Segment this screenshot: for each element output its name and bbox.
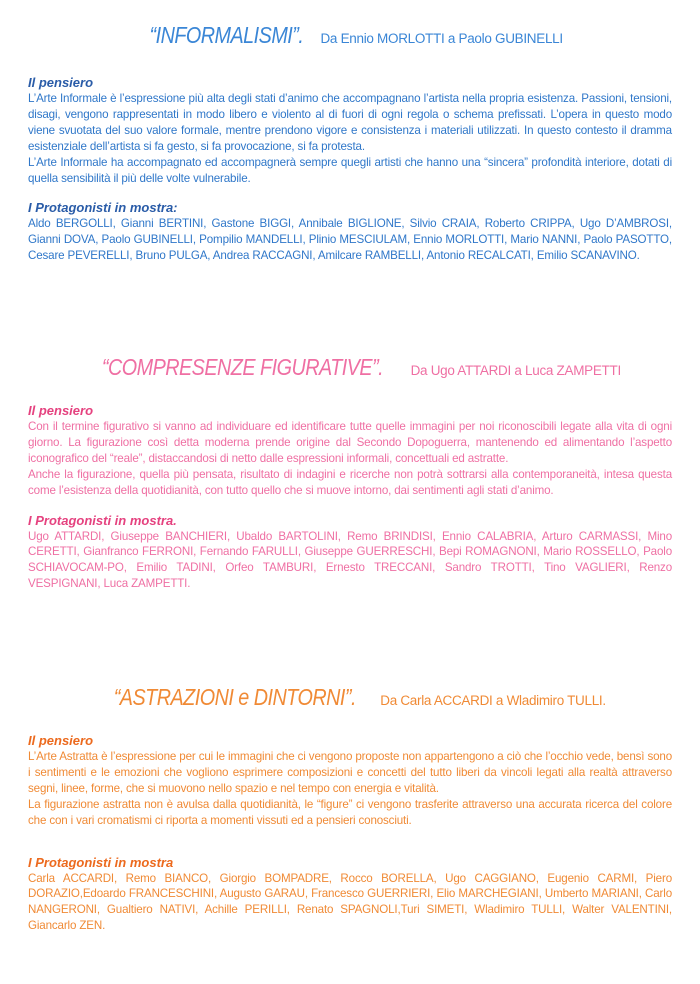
- thought-text-2: La figurazione astratta non è avulsa dalla quotidianità, le “figure” ci vengono trasferite attraverso una accurata ricerca del colore che con i vari cromatismi ci riporta a momenti vissuti ed a pensieri conosciuti.: [28, 797, 672, 827]
- section-title-line: [28, 354, 672, 381]
- artists-list: Carla ACCARDI, Remo BIANCO, Giorgio BOMPADRE, Rocco BORELLA, Ugo CAGGIANO, Eugenio CARMI, Piero DORAZIO,Edoardo FRANCESCHINI, Augusto GARAU, Francesco GUERRIERI, Elio MARCHEGIANI, Umberto MARIANI, Carlo NANGERONI, Gualtiero NATIVI, Achille PERILLI, Renato SPAGNOLI,Turi SIMETI, Wladimiro TULLI, Walter VALENTINI, Giancarlo ZEN.: [28, 871, 672, 933]
- artists-heading: I Protagonisti in mostra:: [28, 200, 178, 216]
- thought-text-1: Con il termine figurativo si vanno ad individuare ed identificare tutte quelle immagini per noi riconoscibili legate alla vita di ogni giorno. La figurazione così detta moderna prende origine dal Secondo Dopoguerra, mantenendo ed alimentando l’aspetto iconografico del “reale”, distaccandosi di netto dalle espressioni informali, concettuali ed astratte.: [28, 420, 672, 465]
- section-title: “ASTRAZIONI e DINTORNI”.: [113, 684, 357, 710]
- section-subtitle: Da Carla ACCARDI a Wladimiro TULLI.: [380, 693, 606, 708]
- section-astrazioni-e-dintorni: [28, 684, 672, 934]
- section-subtitle: Da Ennio MORLOTTI a Paolo GUBINELLI: [320, 31, 563, 46]
- thought-heading: Il pensiero: [28, 403, 94, 418]
- section-title: “INFORMALISMI”.: [149, 22, 304, 48]
- artists-heading: I Protagonisti in mostra.: [28, 512, 177, 528]
- section-compresenze-figurative: [28, 354, 672, 592]
- thought-text-2: L’Arte Informale ha accompagnato ed accompagnerà sempre quegli artisti che hanno una “sincera” profondità interiore, dotati di quella sensibilità il più delle volte vulnerabile.: [28, 155, 672, 185]
- section-title-line: [28, 684, 672, 711]
- artists-list: Ugo ATTARDI, Giuseppe BANCHIERI, Ubaldo BARTOLINI, Remo BRINDISI, Ennio CALABRIA, Arturo CARMASSI, Mino CERETTI, Gianfranco FERRONI, Fernando FARULLI, Giuseppe GUERRESCHI, Bepi ROMAGNONI, Mario ROSSELLO, Paolo SCHIAVOCAM-PO, Emilio TADINI, Orfeo TAMBURI, Ernesto TRECCANI, Sandro TROTTI, Tino VAGLIERI, Renzo VESPIGNANI, Luca ZAMPETTI.: [28, 529, 672, 591]
- thought-text-1: L’Arte Informale è l’espressione più alta degli stati d’animo che accompagnano l’artista nella propria esistenza. Passioni, tensioni, disagi, vengono rappresentati in modo libero e violento al di fuori di ogni regola o schema prefissati. L’opera in questo modo viene svuotata del suo valore formale, mentre prendono vigore e consistenza i materiali utilizzati. In questo contesto il dramma esistenziale dell’artista si fa gesto, si fa provocazione, si fa protesta.: [28, 92, 672, 153]
- thought-text-2: Anche la figurazione, quella più pensata, risultato di indagini e ricerche non potrà sottrarsi alla contemporaneità, intesa questa come l’esistenza della quotidianità, con tutto quello che si muove intorno, dai sentimenti agli stati d’animo.: [28, 467, 672, 497]
- section-subtitle: Da Ugo ATTARDI a Luca ZAMPETTI: [410, 363, 621, 378]
- section-title: “COMPRESENZE FIGURATIVE”.: [101, 354, 384, 380]
- artists-list: Aldo BERGOLLI, Gianni BERTINI, Gastone BIGGI, Annibale BIGLIONE, Silvio CRAIA, Roberto CRIPPA, Ugo D’AMBROSI, Gianni DOVA, Paolo GUBINELLI, Pompilio MANDELLI, Plinio MESCIULAM, Ennio MORLOTTI, Mario NANNI, Paolo PASOTTO, Cesare PEVERELLI, Bruno PULGA, Andrea RACCAGNI, Amilcare RAMBELLI, Antonio RECALCATI, Emilio SCANAVINO.: [28, 217, 672, 263]
- section-informalismi: [28, 22, 672, 264]
- section-title-line: [28, 22, 672, 49]
- thought-heading: Il pensiero: [28, 75, 94, 90]
- artists-heading: I Protagonisti in mostra: [28, 854, 174, 870]
- thought-text-1: L’Arte Astratta è l’espressione per cui le immagini che ci vengono proposte non appartengono a ciò che l’occhio vede, bensì sono i sentimenti e le emozioni che vogliono esprimere composizioni e concetti del tutto liberi da vincoli legati alla realtà attraverso segni, linee, forme, che si muovono nello spazio e nel tempo con energia e vitalità.: [28, 750, 672, 795]
- thought-heading: Il pensiero: [28, 733, 94, 748]
